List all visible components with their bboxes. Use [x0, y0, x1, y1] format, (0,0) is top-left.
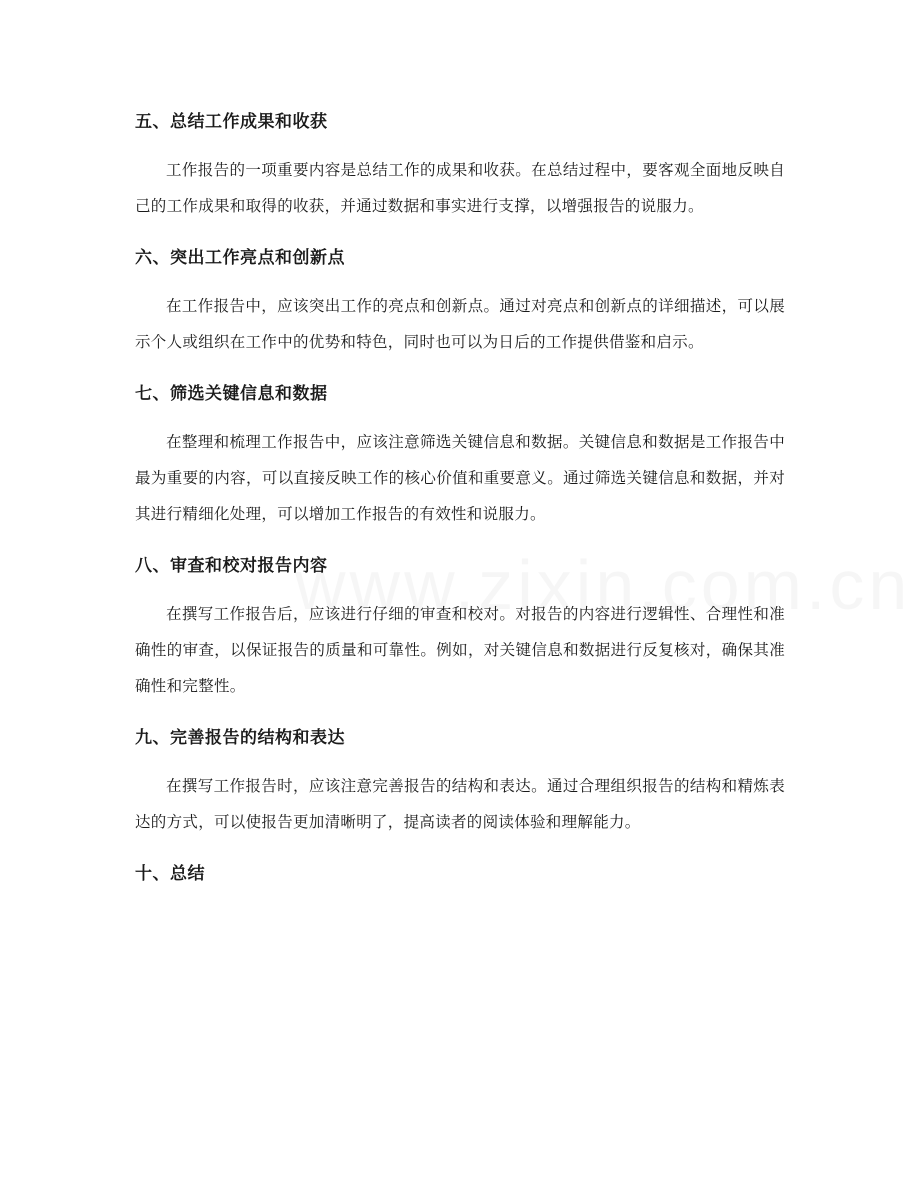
- section-paragraph: 在撰写工作报告时，应该注意完善报告的结构和表达。通过合理组织报告的结构和精炼表达的方式，可以使报告更加清晰明了，提高读者的阅读体验和理解能力。: [135, 777, 785, 831]
- section-6: [135, 240, 785, 360]
- section-8: [135, 548, 785, 704]
- section-heading: 九、完善报告的结构和表达: [135, 728, 345, 748]
- section-paragraph: 工作报告的一项重要内容是总结工作的成果和收获。在总结过程中，要客观全面地反映自己的工作成果和取得的收获，并通过数据和事实进行支撑，以增强报告的说服力。: [135, 161, 785, 215]
- section-heading: 六、突出工作亮点和创新点: [135, 248, 345, 268]
- section-heading: 五、总结工作成果和收获: [135, 112, 328, 132]
- section-7: [135, 376, 785, 532]
- section-10: [135, 856, 785, 892]
- document-page: [135, 104, 785, 904]
- section-9: [135, 720, 785, 840]
- section-heading: 十、总结: [135, 864, 205, 884]
- section-5: [135, 104, 785, 224]
- section-paragraph: 在工作报告中，应该突出工作的亮点和创新点。通过对亮点和创新点的详细描述，可以展示个人或组织在工作中的优势和特色，同时也可以为日后的工作提供借鉴和启示。: [135, 297, 785, 351]
- section-paragraph: 在整理和梳理工作报告中，应该注意筛选关键信息和数据。关键信息和数据是工作报告中最为重要的内容，可以直接反映工作的核心价值和重要意义。通过筛选关键信息和数据，并对其进行精细化处理，可以增加工作报告的有效性和说服力。: [135, 433, 785, 523]
- section-heading: 八、审查和校对报告内容: [135, 556, 328, 576]
- section-heading: 七、筛选关键信息和数据: [135, 384, 328, 404]
- section-paragraph: 在撰写工作报告后，应该进行仔细的审查和校对。对报告的内容进行逻辑性、合理性和准确性的审查，以保证报告的质量和可靠性。例如，对关键信息和数据进行反复核对，确保其准确性和完整性。: [135, 605, 785, 695]
